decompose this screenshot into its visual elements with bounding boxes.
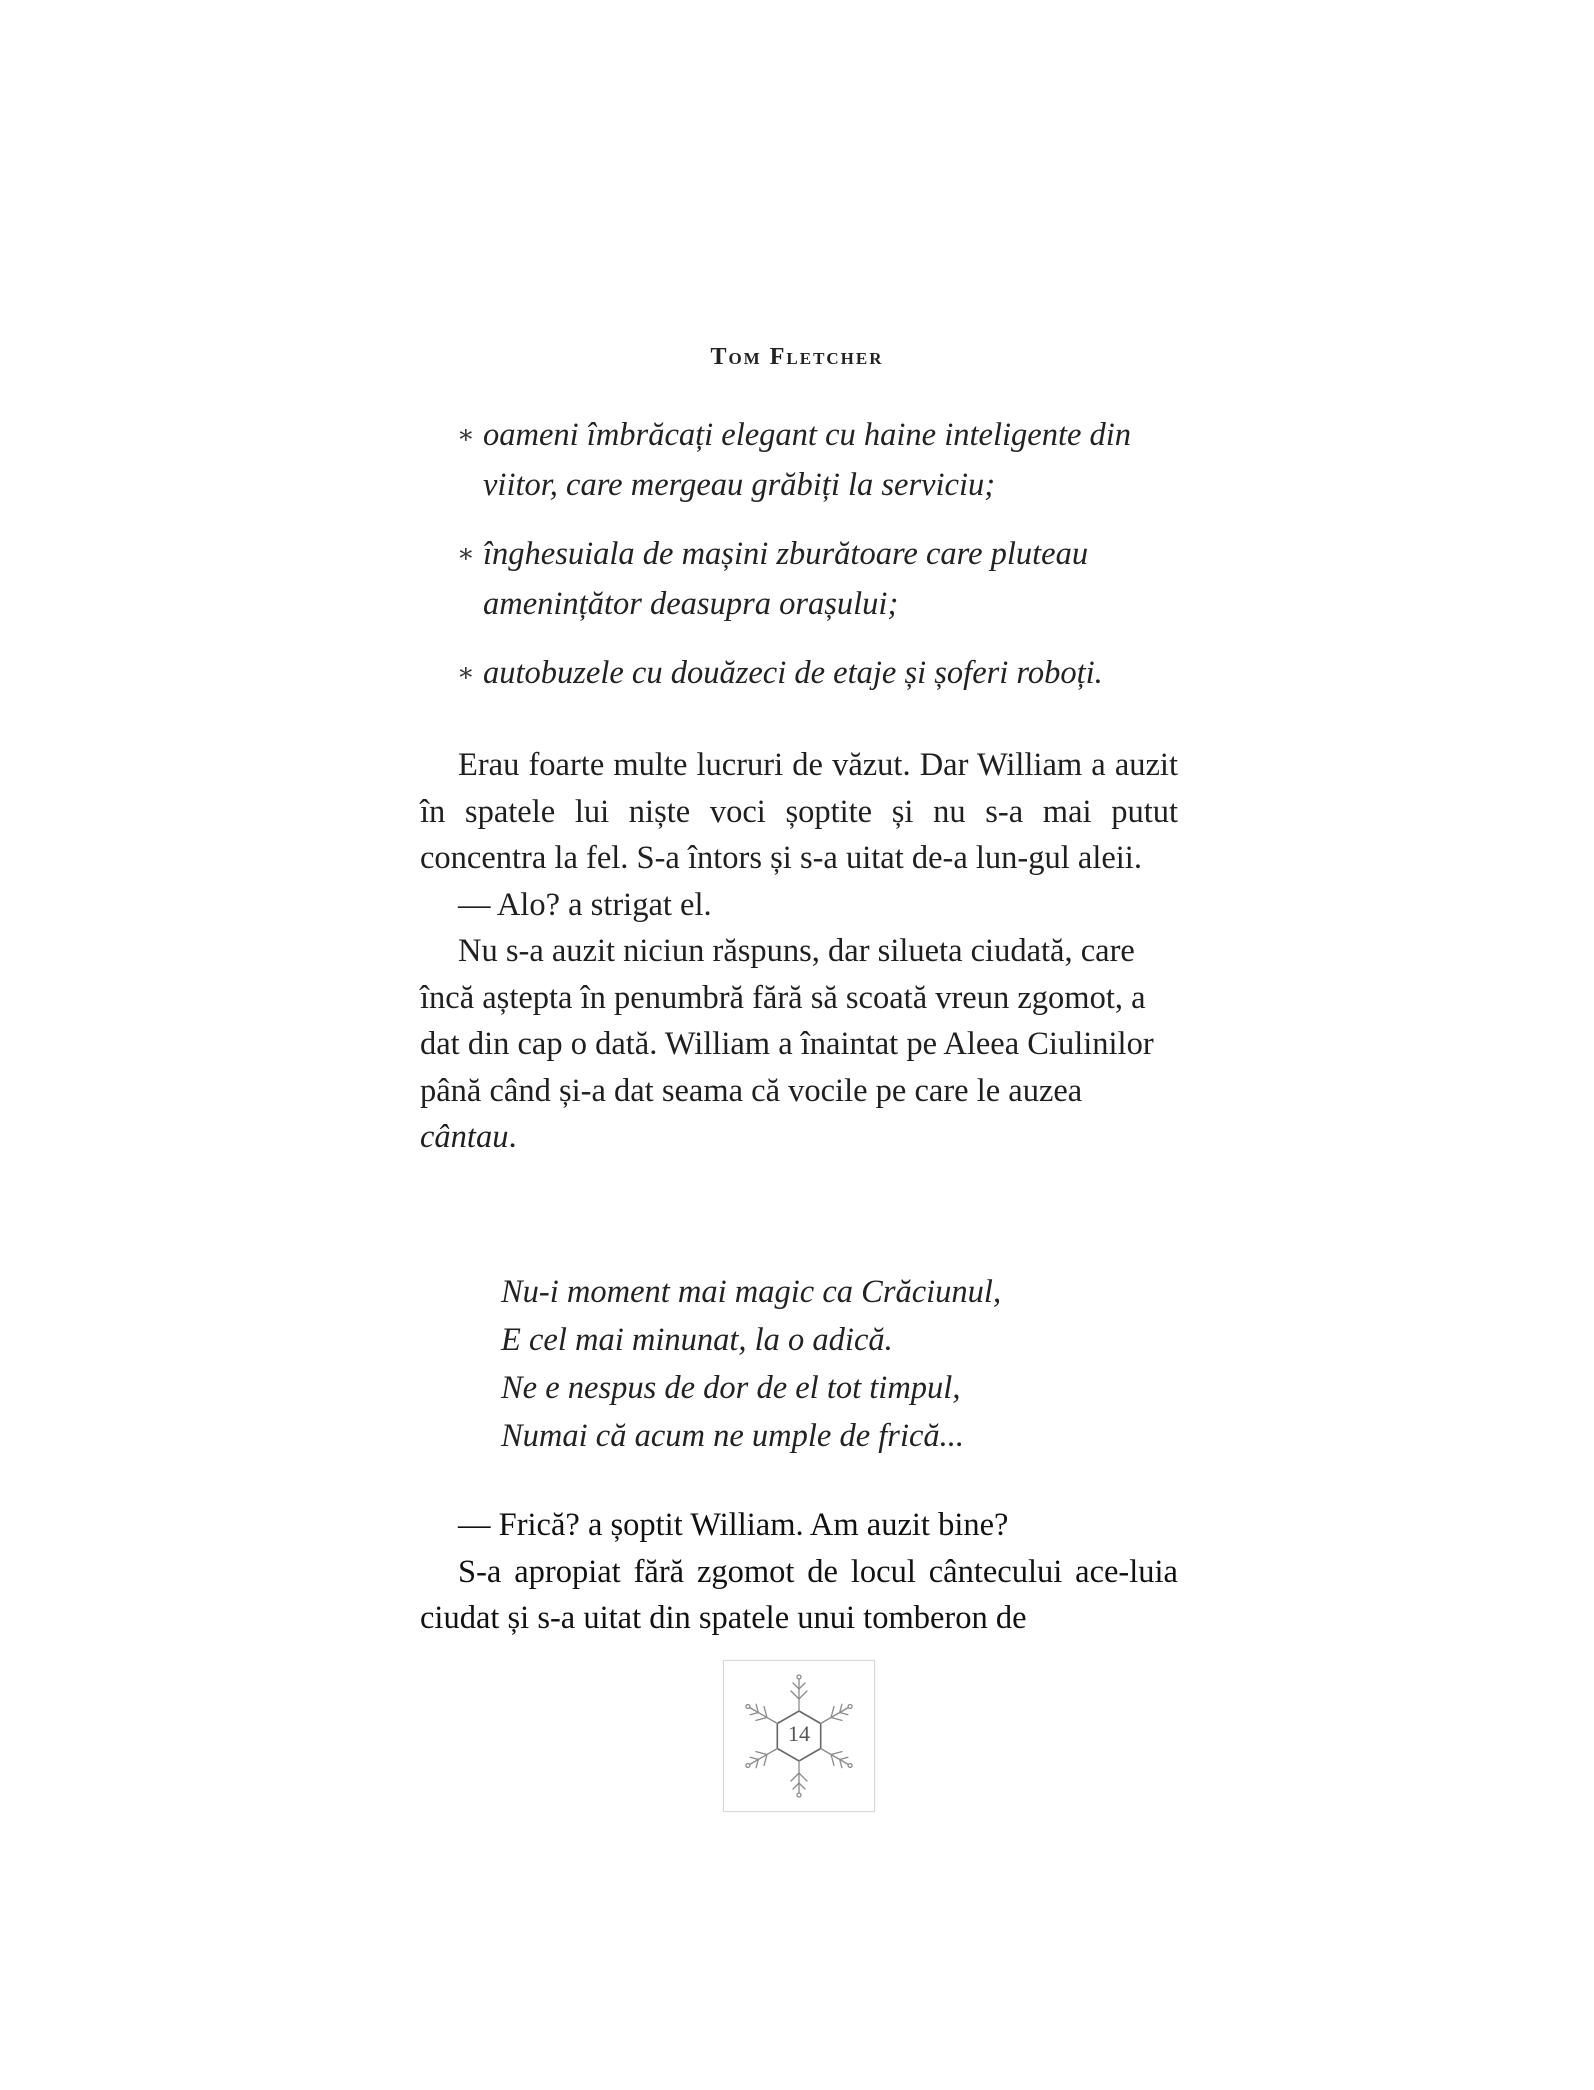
page-number: 14 — [788, 1721, 810, 1746]
list-item-line: oameni îmbrăcați elegant cu haine inteligente din — [483, 417, 1132, 453]
list-item-line: amenințător deasupra orașului; — [483, 586, 899, 622]
list-item — [457, 648, 1217, 698]
paragraph: S-a apropiat fără zgomot de locul cântecului ace-luia ciudat și s-a uitat din spatele unui tomberon de — [420, 1553, 1178, 1636]
list-item — [457, 410, 1217, 510]
paragraph: — Frică? a șoptit William. Am auzit bine? — [458, 1507, 1009, 1543]
list-item-line: autobuzele cu douăzeci de etaje și șoferi roboți. — [483, 655, 1103, 691]
asterisk-icon: ∗ — [457, 539, 475, 568]
emphasis: cântau — [420, 1119, 509, 1155]
paragraph: Erau foarte multe lucruri de văzut. Dar William a auzit în spatele lui niște voci șoptite și nu s-a mai putut concentra la fel. S-a întors și s-a uitat de-a lun-gul aleii. — [420, 747, 1178, 876]
paragraph: — Alo? a strigat el. — [458, 886, 712, 923]
list-item — [457, 529, 1217, 629]
verse-line: Ne e nespus de dor de el tot timpul, — [501, 1370, 961, 1406]
verse-line: Numai că acum ne umple de frică... — [501, 1418, 965, 1454]
list-item-line: viitor, care mergeau grăbiți la serviciu; — [483, 467, 996, 503]
asterisk-icon: ∗ — [457, 658, 475, 687]
song-verse — [501, 1268, 1201, 1460]
paragraph-text: Nu s-a auzit niciun răspuns, dar silueta ciudată, care încă aștepta în penumbră fără să scoată vreun zgomot, a dat din cap o dată. William a înaintat pe Aleea Ciulinilor până când și-a dat seama că vocile pe care le auzea — [420, 933, 1154, 1109]
verse-line: Nu-i moment mai magic ca Crăciunul, — [501, 1274, 1002, 1310]
paragraph — [420, 928, 1178, 1161]
running-head: Tom Fletcher — [710, 344, 884, 370]
page-number-ornament — [723, 1660, 875, 1812]
verse-line: E cel mai minunat, la o adică. — [501, 1322, 893, 1358]
asterisk-icon: ∗ — [457, 420, 475, 449]
paragraph-end: . — [508, 1119, 517, 1155]
list-item-line: înghesuiala de mașini zburătoare care pluteau — [483, 536, 1089, 572]
body-text — [420, 742, 1178, 1161]
bullet-list — [457, 410, 1217, 717]
body-text-continued — [420, 1502, 1178, 1642]
